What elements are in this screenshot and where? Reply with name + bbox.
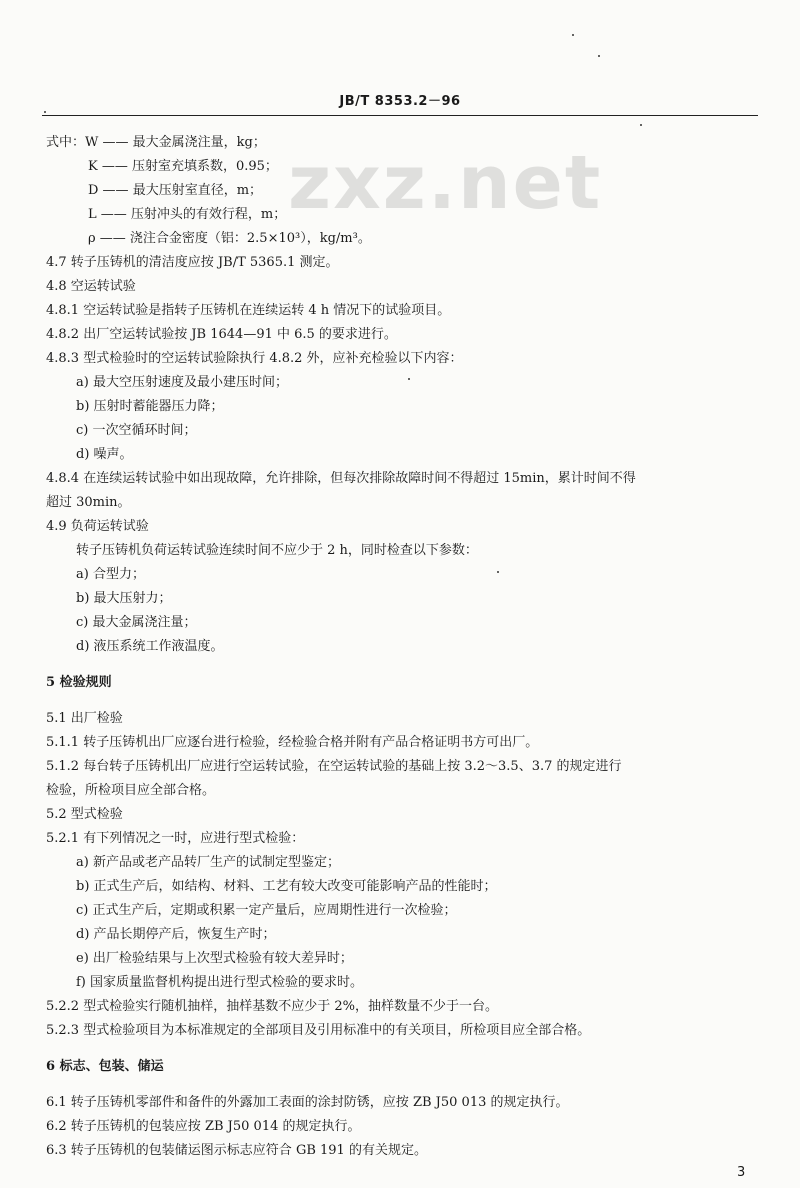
speck xyxy=(44,111,46,113)
formula-var-rho: ρ —— 浇注合金密度（铝：2.5×10³），kg/m³。 xyxy=(88,231,371,246)
list-item: d) 液压系统工作液温度。 xyxy=(76,639,224,654)
list-item: b) 最大压射力； xyxy=(76,591,172,606)
list-item: f) 国家质量监督机构提出进行型式检验的要求时。 xyxy=(76,975,364,990)
list-item: e) 出厂检验结果与上次型式检验有较大差异时； xyxy=(76,951,353,966)
formula-var-w: 式中：W —— 最大金属浇注量，kg； xyxy=(46,135,266,150)
clause-5-1: 5.1 出厂检验 xyxy=(46,711,123,726)
clause-5-2-3: 5.2.3 型式检验项目为本标准规定的全部项目及引用标准中的有关项目，所检项目应全部合格。 xyxy=(46,1023,591,1038)
header-rule xyxy=(42,115,758,116)
list-item: a) 最大空压射速度及最小建压时间； xyxy=(76,375,288,390)
speck xyxy=(572,34,574,36)
section-6-heading: 6 标志、包装、储运 xyxy=(46,1059,164,1074)
clause-4-8-3: 4.8.3 型式检验时的空运转试验除执行 4.8.2 外，应补充检验以下内容： xyxy=(46,351,463,366)
clause-4-8-4-cont: 超过 30min。 xyxy=(46,495,131,510)
clause-5-1-2-cont: 检验，所检项目应全部合格。 xyxy=(46,783,216,798)
clause-5-2: 5.2 型式检验 xyxy=(46,807,123,822)
clause-4-9-body: 转子压铸机负荷运转试验连续时间不应少于 2 h，同时检查以下参数： xyxy=(76,543,478,558)
section-5-heading: 5 检验规则 xyxy=(46,675,112,690)
clause-4-8: 4.8 空运转试验 xyxy=(46,279,136,294)
clause-4-8-1: 4.8.1 空运转试验是指转子压铸机在连续运转 4 h 情况下的试验项目。 xyxy=(46,303,451,318)
list-item: b) 压射时蓄能器压力降； xyxy=(76,399,224,414)
list-item: a) 新产品或老产品转厂生产的试制定型鉴定； xyxy=(76,855,340,870)
list-item: c) 正式生产后，定期或积累一定产量后，应周期性进行一次检验； xyxy=(76,903,457,918)
clause-6-2: 6.2 转子压铸机的包装应按 ZB J50 014 的规定执行。 xyxy=(46,1119,361,1134)
clause-4-8-2: 4.8.2 出厂空运转试验按 JB 1644—91 中 6.5 的要求进行。 xyxy=(46,327,397,342)
clause-4-7: 4.7 转子压铸机的清洁度应按 JB/T 5365.1 测定。 xyxy=(46,255,339,270)
watermark: zxz.net xyxy=(288,140,603,226)
list-item: c) 一次空循环时间； xyxy=(76,423,197,438)
speck xyxy=(640,124,642,126)
speck xyxy=(497,571,499,573)
formula-var-d: D —— 最大压射室直径，m； xyxy=(88,183,263,198)
clause-4-8-4: 4.8.4 在连续运转试验中如出现故障，允许排除，但每次排除故障时间不得超过 15min，累计时间不得 xyxy=(46,471,636,486)
list-item: b) 正式生产后，如结构、材料、工艺有较大改变可能影响产品的性能时； xyxy=(76,879,497,894)
page-header: JB/T 8353.2－96 xyxy=(339,94,461,109)
clause-6-1: 6.1 转子压铸机零部件和备件的外露加工表面的涂封防锈，应按 ZB J50 013 的规定执行。 xyxy=(46,1095,569,1110)
page-number: 3 xyxy=(737,1165,746,1180)
formula-var-k: K —— 压射室充填系数，0.95； xyxy=(88,159,278,174)
clause-5-2-2: 5.2.2 型式检验实行随机抽样，抽样基数不应少于 2%，抽样数量不少于一台。 xyxy=(46,999,498,1014)
clause-6-3: 6.3 转子压铸机的包装储运图示标志应符合 GB 191 的有关规定。 xyxy=(46,1143,427,1158)
clause-5-2-1: 5.2.1 有下列情况之一时，应进行型式检验： xyxy=(46,831,305,846)
clause-5-1-1: 5.1.1 转子压铸机出厂应逐台进行检验，经检验合格并附有产品合格证明书方可出厂。 xyxy=(46,735,539,750)
list-item: d) 噪声。 xyxy=(76,447,133,462)
formula-var-l: L —— 压射冲头的有效行程，m； xyxy=(88,207,287,222)
speck xyxy=(598,55,600,57)
list-item: c) 最大金属浇注量； xyxy=(76,615,197,630)
clause-4-9: 4.9 负荷运转试验 xyxy=(46,519,149,534)
speck xyxy=(408,378,410,380)
list-item: d) 产品长期停产后，恢复生产时； xyxy=(76,927,276,942)
list-item: a) 合型力； xyxy=(76,567,145,582)
clause-5-1-2: 5.1.2 每台转子压铸机出厂应进行空运转试验，在空运转试验的基础上按 3.2～3.5、3.7 的规定进行 xyxy=(46,759,622,774)
